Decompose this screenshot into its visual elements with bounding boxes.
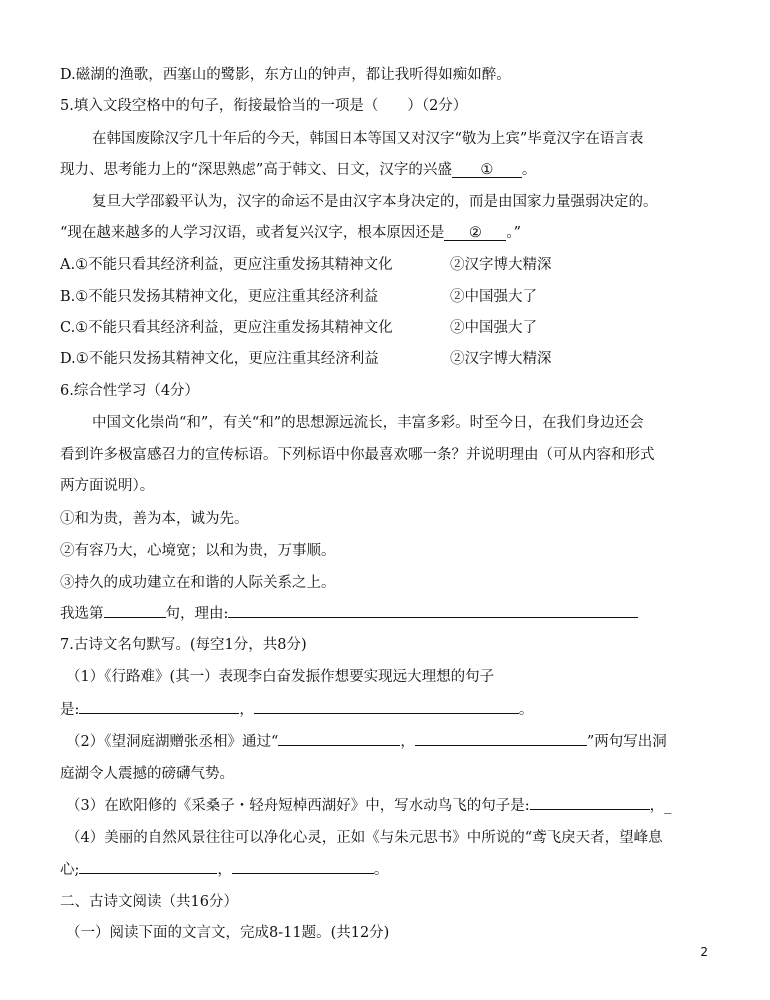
option-b-part2: ②中国强大了	[450, 289, 537, 305]
q6-passage-line-1: 中国文化崇尚“和”，有关“和”的思想源远流长，丰富多彩。时至今日，在我们身边还会	[92, 415, 644, 431]
q6-passage-line-2: 看到许多极富感召力的宣传标语。下列标语中你最喜欢哪一条？并说明理由（可从内容和形式	[60, 447, 655, 463]
question-6-title: 6.综合性学习（4分）	[60, 383, 200, 399]
q7-1-sep: ，	[239, 702, 254, 718]
option-c-part2: ②中国强大了	[450, 320, 537, 336]
q7-4-sep: ，	[217, 862, 232, 878]
q7-1-blank-2[interactable]	[254, 699, 519, 714]
option-b[interactable]	[60, 284, 715, 310]
option-b-part1: B.①不能只发扬其精神文化，更应注重其经济利益	[60, 289, 379, 305]
choice-answer-line	[60, 601, 715, 627]
slogan-1: ①和为贵，善为本，诚为先。	[60, 511, 249, 527]
blank-2[interactable]: ②	[444, 226, 506, 241]
q7-1-prefix: 是:	[60, 702, 80, 718]
q5-passage-line-4-end: 。”	[506, 225, 522, 241]
q7-item-2-cont: 庭湖令人震撼的磅礴气势。	[60, 766, 234, 782]
q7-4-blank-1[interactable]	[79, 859, 217, 874]
option-d-part2: ②汉字博大精深	[450, 351, 552, 367]
q7-2-blank-2[interactable]	[415, 731, 587, 746]
q7-item-2	[66, 729, 721, 755]
q5-passage-line-1: 在韩国废除汉字几十年后的今天，韩国日本等国又对汉字“敬为上宾”毕竟汉字在语言表	[92, 131, 644, 147]
q7-4-end: 。	[373, 862, 389, 878]
q7-2-end: ”两句写出洞	[586, 734, 667, 750]
section-2-part-1-title: （一）阅读下面的文言文，完成8-11题。(共12分)	[66, 925, 390, 941]
q5-passage-line-2-text: 现力、思考能力上的“深思熟虑”高于韩文、日文，汉字的兴盛	[60, 162, 452, 178]
reason-prefix: 句，理由:	[165, 606, 229, 622]
q7-item-4: （4）美丽的自然风景往往可以净化心灵，正如《与朱元思书》中所说的“鸢飞戾天者，望峰息	[66, 830, 663, 846]
q7-item-3	[66, 793, 721, 819]
q7-2-blank-1[interactable]	[278, 731, 400, 746]
q7-item-4-answer-line	[60, 857, 715, 883]
q7-1-blank-1[interactable]	[79, 699, 239, 714]
q7-3-blank-1[interactable]	[530, 795, 650, 810]
question-7-title: 7.古诗文名句默写。(每空1分，共8分)	[60, 637, 307, 653]
option-d[interactable]	[60, 346, 715, 372]
q5-passage-line-4-text: “现在越来越多的人学习汉语，或者复兴汉字，根本原因还是	[60, 225, 445, 241]
section-2-title: 二、古诗文阅读（共16分）	[60, 894, 238, 910]
q7-item-1: （1）《行路难》(其一）表现李白奋发振作想要实现远大理想的句子	[66, 669, 495, 685]
q5-passage-line-4	[60, 220, 715, 246]
option-d-part1: D.①不能只发扬其精神文化，更应注重其经济利益	[60, 351, 379, 367]
option-c-part1: C.①不能只看其经济利益，更应注重发扬其精神文化	[60, 320, 393, 336]
choice-prefix: 我选第	[60, 606, 104, 622]
q7-3-text: （3）在欧阳修的《采桑子・轻舟短棹西湖好》中，写水动鸟飞的句子是:	[66, 798, 530, 814]
q7-2-text: （2）《望洞庭湖赠张丞相》通过“	[66, 734, 279, 750]
question-5-title: 5.填入文段空格中的句子，衔接最恰当的一项是（ ）（2分）	[60, 98, 468, 114]
q7-4-blank-2[interactable]	[232, 859, 374, 874]
slogan-2: ②有容乃大，心境宽；以和为贵，万事顺。	[60, 543, 336, 559]
page-number: 2	[700, 945, 708, 959]
option-a-part1: A.①不能只看其经济利益，更应注重发扬其精神文化	[60, 257, 393, 273]
slogan-3: ③持久的成功建立在和谐的人际关系之上。	[60, 575, 336, 591]
reason-blank[interactable]	[228, 603, 638, 618]
q5-passage-line-2	[60, 157, 715, 183]
option-a[interactable]	[60, 252, 715, 278]
q7-1-end: 。	[518, 702, 534, 718]
q7-item-1-answer-line	[60, 697, 715, 723]
blank-1[interactable]: ①	[452, 163, 522, 178]
q7-3-end: ，_	[649, 798, 672, 814]
q7-4-prefix: 心;	[60, 862, 80, 878]
q6-passage-line-3: 两方面说明）。	[60, 478, 155, 494]
choice-blank[interactable]	[104, 603, 166, 618]
option-c[interactable]	[60, 315, 715, 341]
option-a-part2: ②汉字博大精深	[450, 257, 552, 273]
q5-passage-line-2-end: 。	[521, 162, 537, 178]
q5-passage-line-3: 复旦大学邵毅平认为，汉字的命运不是由汉字本身决定的，而是由国家力量强弱决定的。	[92, 194, 658, 210]
q7-2-sep: ，	[400, 734, 415, 750]
option-d-prev-question: D.磁湖的渔歌，西塞山的鹭影，东方山的钟声，都让我听得如痴如醉。	[60, 67, 511, 83]
